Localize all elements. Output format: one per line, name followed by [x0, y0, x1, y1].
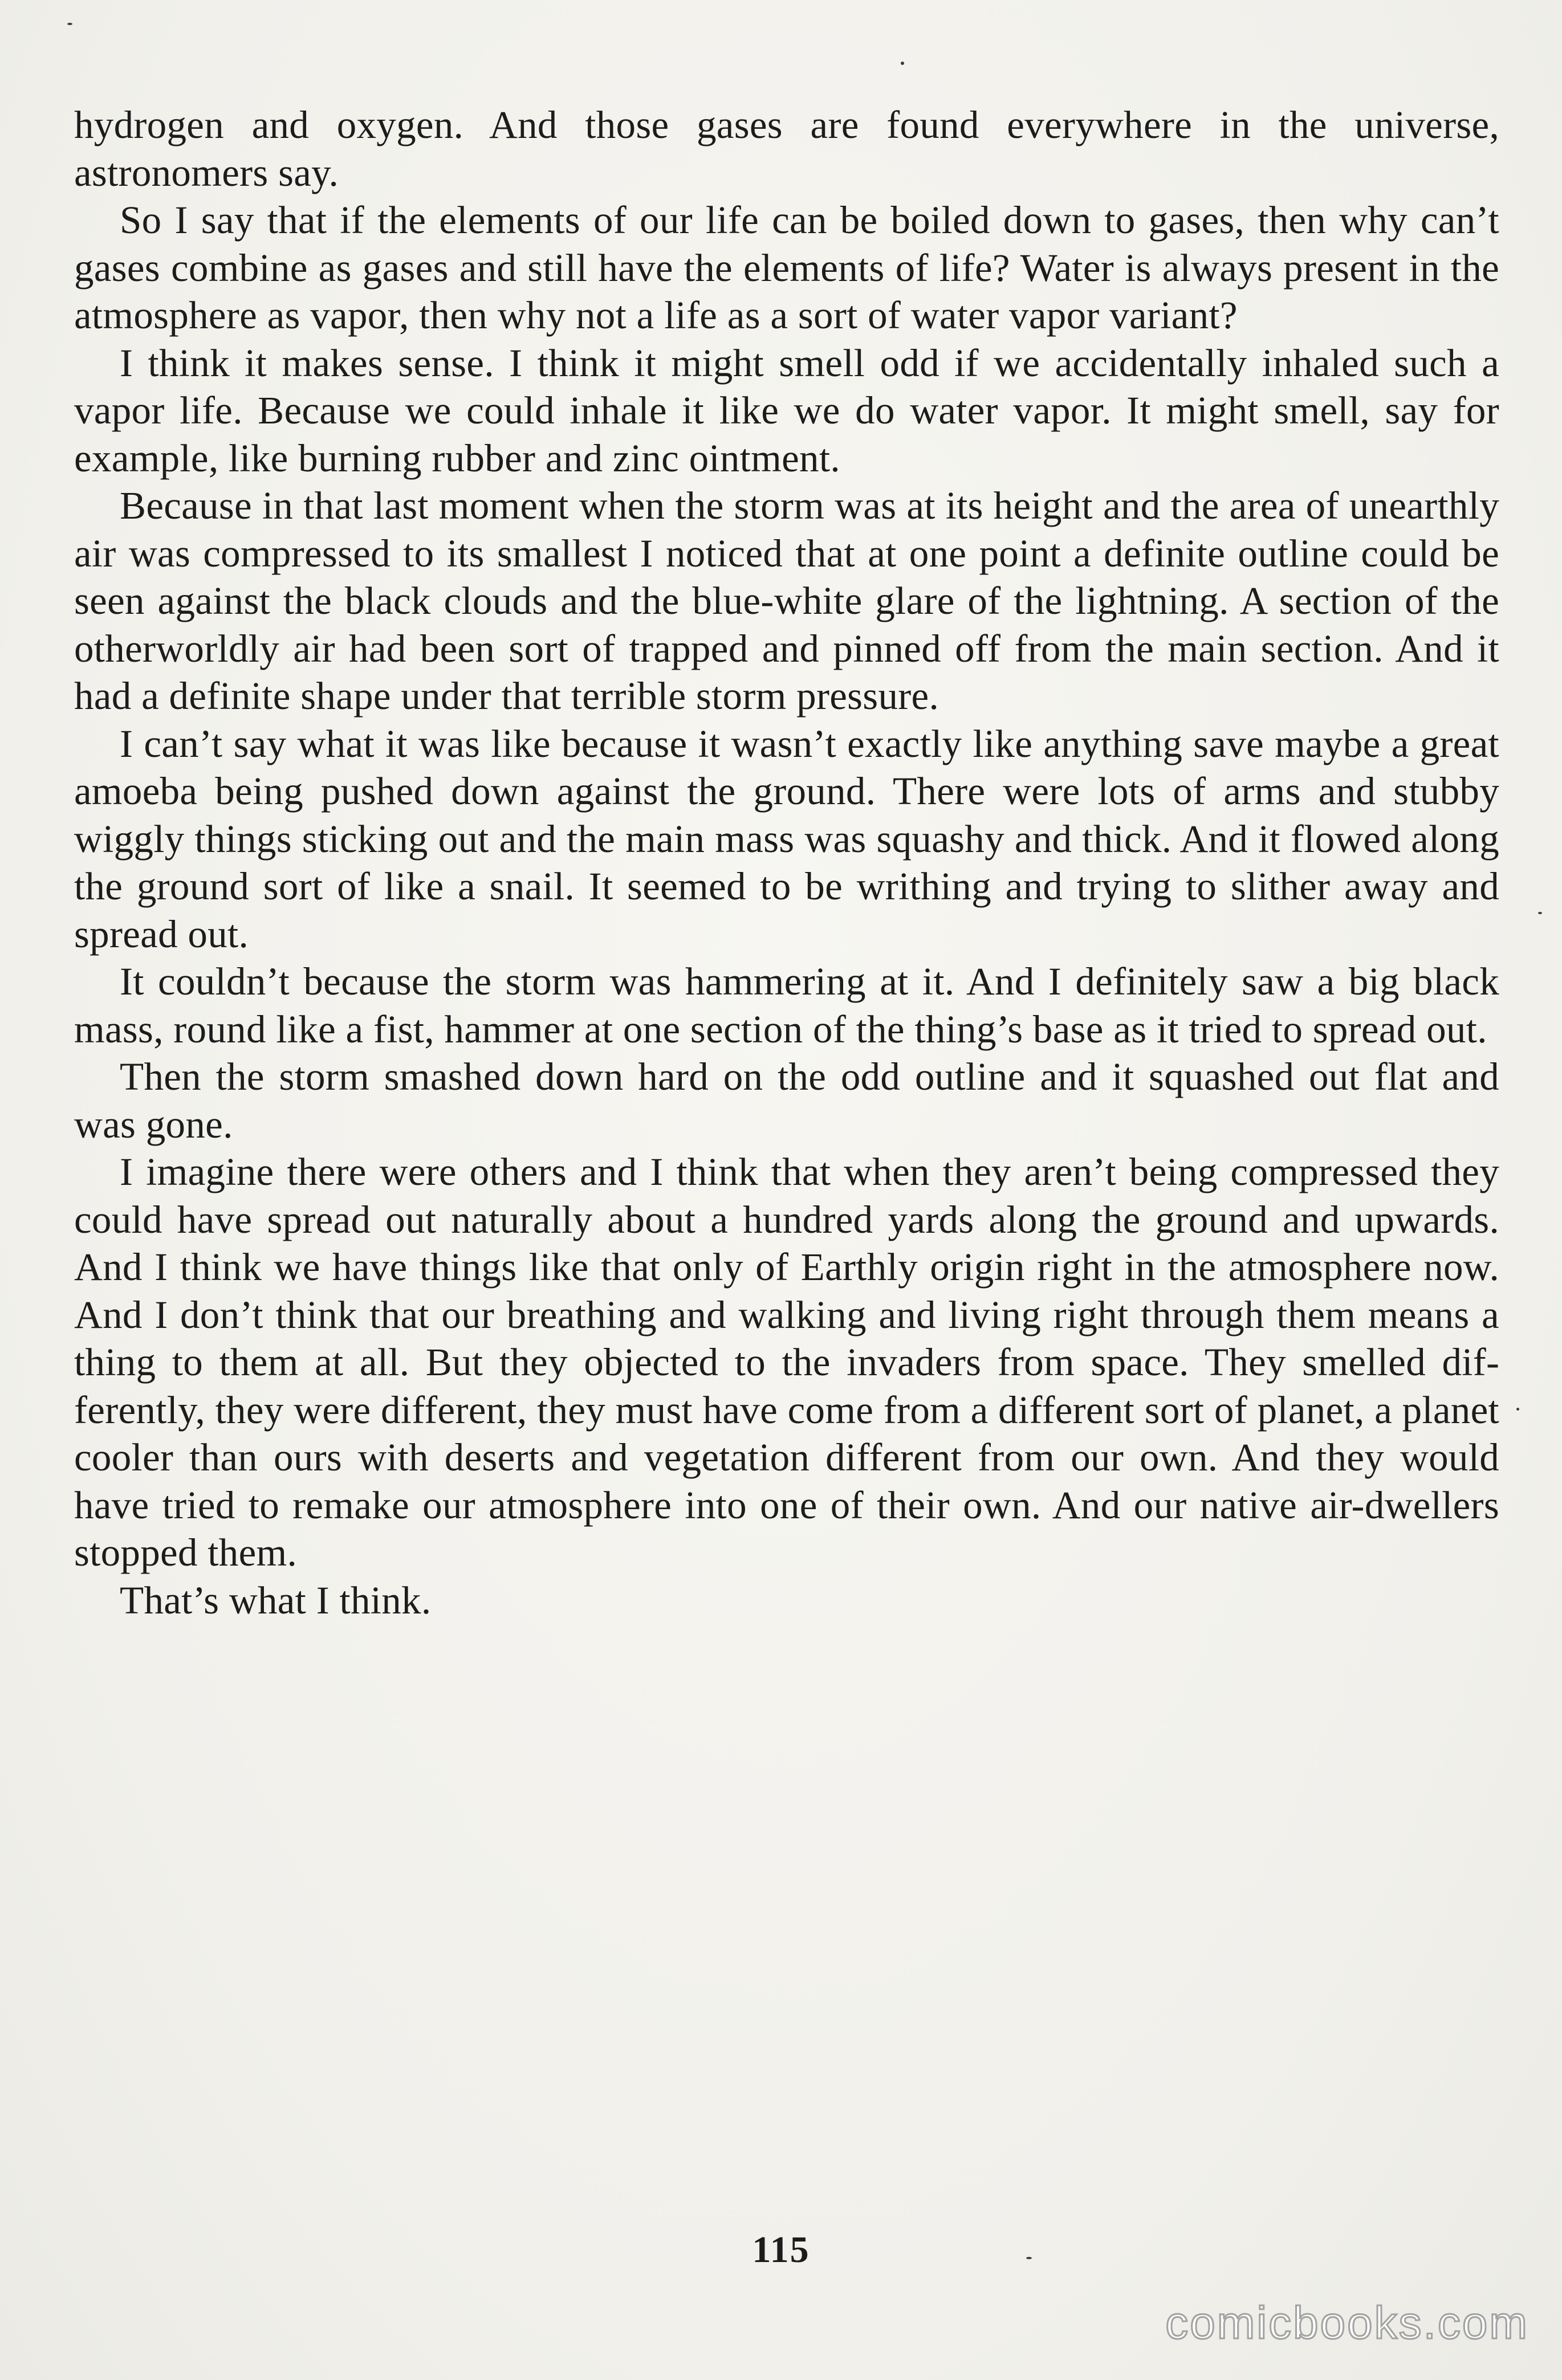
paragraph: I think it makes sense. I think it might smell odd if we accidentally inhaled such a vapor life. Because we could inhale it like we do water vapor. It might smell, say for example, like burning rubber and zinc ointment.: [74, 341, 1499, 480]
paragraph: So I say that if the elements of our life can be boiled down to gases, then why can’t gases combine as gases and still have the elements of life? Water is always present in the atmosphere as vapor, then why not a life as a sort of water vapor variant?: [74, 198, 1499, 337]
paragraph: Then the storm smashed down hard on the odd outline and it squashed out flat and was gone.: [74, 1055, 1499, 1146]
dust-speck: [901, 62, 904, 65]
paragraph: I can’t say what it was like because it wasn’t exactly like anything save maybe a great amoeba being pushed down against the ground. There were lots of arms and stubby wiggly things sticking out and the main mass was squashy and thick. And it flowed along the ground sort of like a snail. It seemed to be writhing and trying to slither away and spread out.: [74, 722, 1499, 956]
page-number: 115: [752, 2229, 810, 2271]
dust-speck: [1538, 912, 1542, 914]
paragraph: Because in that last moment when the storm was at its height and the area of unearthly air was compressed to its smallest I noticed that at one point a definite outline could be seen against the black clouds and the blue-white glare of the lightning. A section of the otherworldly air had been sort of trapped and pinned off from the main section. And it had a definite shape under that terrible storm pressure.: [74, 484, 1499, 718]
watermark-logo: comicbooks.com: [1165, 2297, 1529, 2348]
paragraph: hydrogen and oxygen. And those gases are found everywhere in the universe, astronomers say.: [74, 103, 1499, 194]
dust-speck: [1516, 1408, 1519, 1411]
paragraph: I imagine there were others and I think that when they aren’t being compressed they could have spread out naturally about a hundred yards along the ground and upwards. And I think we have things like that only of Earthly origin right in the atmosphere now. And I don’t think that our breathing and walking and living right through them means a thing to them at all. But they objected to the invaders from space. They smelled differently, they were different, they must have come from a different sort of planet, a planet cooler than ours with deserts and vegetation different from our own. And they would have tried to remake our atmosphere into one of their own. And our native air-dwellers stopped them.: [74, 1150, 1499, 1574]
paragraph: It couldn’t because the storm was hammering at it. And I definitely saw a big black mass, round like a fist, hammer at one section of the thing’s base as it tried to spread out.: [74, 960, 1499, 1051]
dust-speck: [67, 23, 72, 25]
body-text: [74, 101, 1499, 1624]
paragraph: That’s what I think.: [120, 1578, 432, 1622]
